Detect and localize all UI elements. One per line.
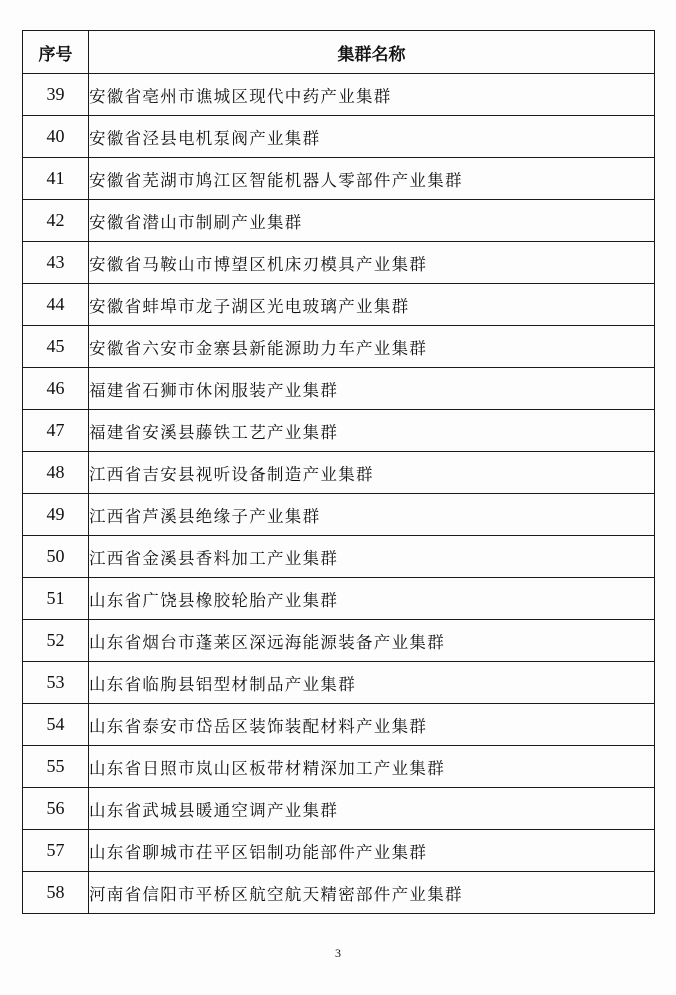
row-index: 39: [23, 74, 89, 116]
row-cluster-name: 安徽省蚌埠市龙子湖区光电玻璃产业集群: [89, 284, 655, 326]
page-number: 3: [335, 946, 341, 960]
row-index: 40: [23, 116, 89, 158]
table-row: [23, 872, 655, 914]
header-name: 集群名称: [89, 31, 655, 74]
row-cluster-name: 福建省石狮市休闲服装产业集群: [89, 368, 655, 410]
table-row: [23, 578, 655, 620]
row-cluster-name: 山东省广饶县橡胶轮胎产业集群: [89, 578, 655, 620]
row-index: 57: [23, 830, 89, 872]
table-row: [23, 200, 655, 242]
table-row: [23, 410, 655, 452]
row-index: 48: [23, 452, 89, 494]
row-index: 45: [23, 326, 89, 368]
row-index: 55: [23, 746, 89, 788]
row-cluster-name: 河南省信阳市平桥区航空航天精密部件产业集群: [89, 872, 655, 914]
table-header-row: [23, 31, 655, 74]
row-index: 58: [23, 872, 89, 914]
table-row: [23, 704, 655, 746]
row-cluster-name: 山东省烟台市蓬莱区深远海能源装备产业集群: [89, 620, 655, 662]
table-row: [23, 74, 655, 116]
table-row: [23, 452, 655, 494]
row-cluster-name: 江西省吉安县视听设备制造产业集群: [89, 452, 655, 494]
row-cluster-name: 福建省安溪县藤铁工艺产业集群: [89, 410, 655, 452]
row-index: 54: [23, 704, 89, 746]
table-row: [23, 284, 655, 326]
table-row: [23, 788, 655, 830]
row-index: 42: [23, 200, 89, 242]
table-row: [23, 536, 655, 578]
cluster-table: [22, 30, 655, 914]
row-cluster-name: 山东省临朐县铝型材制品产业集群: [89, 662, 655, 704]
row-index: 52: [23, 620, 89, 662]
table-row: [23, 158, 655, 200]
table-row: [23, 368, 655, 410]
header-index: 序号: [23, 31, 89, 74]
row-index: 47: [23, 410, 89, 452]
row-cluster-name: 江西省金溪县香料加工产业集群: [89, 536, 655, 578]
table-row: [23, 830, 655, 872]
row-cluster-name: 安徽省马鞍山市博望区机床刃模具产业集群: [89, 242, 655, 284]
table-row: [23, 746, 655, 788]
table-row: [23, 242, 655, 284]
table-body: [23, 74, 655, 914]
row-cluster-name: 安徽省潜山市制刷产业集群: [89, 200, 655, 242]
row-cluster-name: 山东省武城县暖通空调产业集群: [89, 788, 655, 830]
row-index: 41: [23, 158, 89, 200]
row-index: 49: [23, 494, 89, 536]
row-cluster-name: 安徽省泾县电机泵阀产业集群: [89, 116, 655, 158]
table-row: [23, 494, 655, 536]
row-cluster-name: 山东省泰安市岱岳区装饰装配材料产业集群: [89, 704, 655, 746]
table-row: [23, 326, 655, 368]
row-index: 46: [23, 368, 89, 410]
row-cluster-name: 安徽省六安市金寨县新能源助力车产业集群: [89, 326, 655, 368]
row-cluster-name: 山东省日照市岚山区板带材精深加工产业集群: [89, 746, 655, 788]
row-index: 43: [23, 242, 89, 284]
row-cluster-name: 江西省芦溪县绝缘子产业集群: [89, 494, 655, 536]
row-index: 51: [23, 578, 89, 620]
table-row: [23, 620, 655, 662]
table-row: [23, 116, 655, 158]
row-cluster-name: 安徽省芜湖市鸠江区智能机器人零部件产业集群: [89, 158, 655, 200]
row-index: 53: [23, 662, 89, 704]
row-index: 50: [23, 536, 89, 578]
row-index: 44: [23, 284, 89, 326]
row-cluster-name: 山东省聊城市茌平区铝制功能部件产业集群: [89, 830, 655, 872]
row-cluster-name: 安徽省亳州市谯城区现代中药产业集群: [89, 74, 655, 116]
row-index: 56: [23, 788, 89, 830]
table-row: [23, 662, 655, 704]
